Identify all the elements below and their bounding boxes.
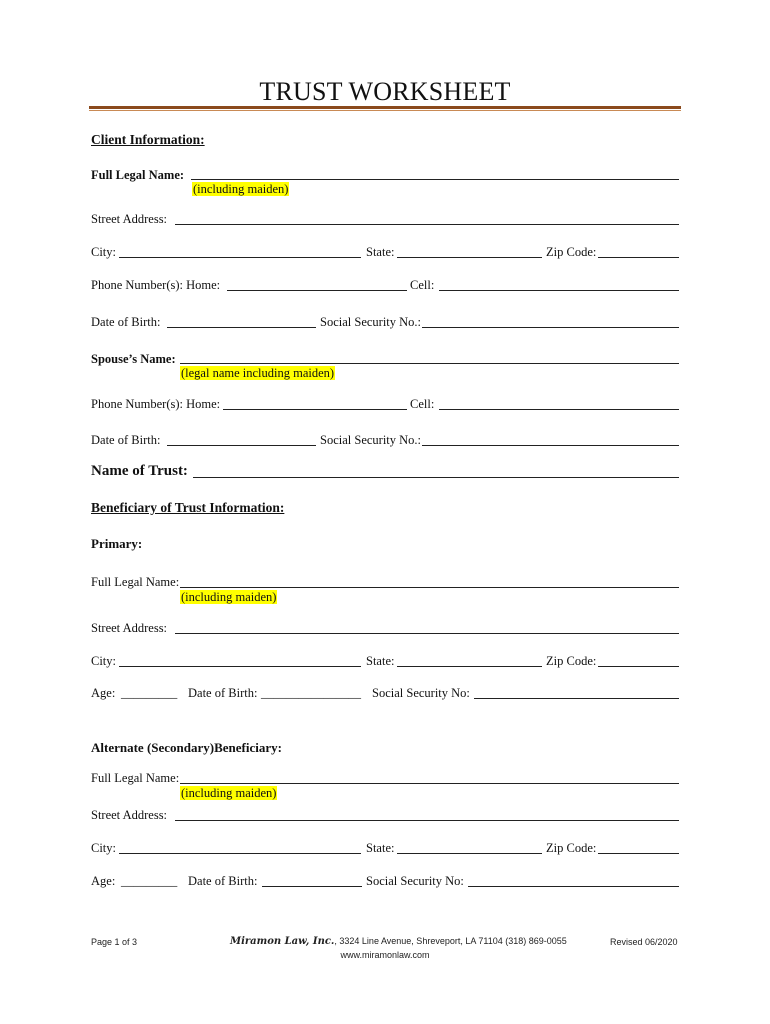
- trust-name-field[interactable]: [193, 477, 679, 478]
- spouse-dob-field[interactable]: [167, 445, 316, 446]
- footer-address: , 3324 Line Avenue, Shreveport, LA 71104 (318) 869-0055: [334, 936, 567, 946]
- page-title: TRUST WORKSHEET: [259, 77, 511, 106]
- primary-state-field[interactable]: [397, 666, 542, 667]
- primary-maiden-note: (including maiden): [181, 590, 277, 604]
- client-ssn-field[interactable]: [422, 327, 679, 328]
- client-full-name-field[interactable]: [191, 179, 679, 180]
- spouse-cell-field[interactable]: [439, 409, 679, 410]
- alternate-full-name-label: Full Legal Name:: [91, 771, 180, 785]
- alternate-full-name-field[interactable]: [180, 783, 679, 784]
- alternate-zip-label: Zip Code:: [546, 841, 597, 855]
- primary-state-label: State:: [366, 654, 395, 668]
- primary-full-name-label: Full Legal Name:: [91, 575, 180, 589]
- client-info-heading: Client Information:: [91, 132, 205, 147]
- primary-street-field[interactable]: [175, 633, 679, 634]
- client-ssn-label: Social Security No.:: [320, 315, 422, 329]
- alternate-state-field[interactable]: [397, 853, 542, 854]
- client-street-label: Street Address:: [91, 212, 168, 226]
- alternate-age-label: Age:: [91, 874, 116, 888]
- alternate-state-label: State:: [366, 841, 395, 855]
- alternate-city-label: City:: [91, 841, 117, 855]
- spouse-home-phone-field[interactable]: [223, 409, 407, 410]
- primary-ssn-field[interactable]: [474, 698, 679, 699]
- firm-logo-text: Miramon Law, Inc.: [230, 936, 335, 947]
- client-cell-label: Cell:: [410, 278, 435, 292]
- beneficiary-heading: Beneficiary of Trust Information:: [91, 500, 285, 515]
- client-city-label: City:: [91, 245, 117, 259]
- primary-city-label: City:: [91, 654, 117, 668]
- alternate-dob-field[interactable]: [262, 886, 362, 887]
- primary-zip-label: Zip Code:: [546, 654, 597, 668]
- title-rule-thin: [89, 110, 681, 111]
- client-state-label: State:: [366, 245, 395, 259]
- title-rule: [89, 106, 681, 109]
- footer-revised-date: Revised 06/2020: [610, 937, 678, 947]
- primary-ssn-label: Social Security No:: [372, 686, 470, 700]
- alternate-street-label: Street Address:: [91, 808, 168, 822]
- spouse-maiden-note: (legal name including maiden): [181, 366, 335, 380]
- client-zip-field[interactable]: [598, 257, 679, 258]
- client-dob-label: Date of Birth:: [91, 315, 161, 329]
- client-cell-field[interactable]: [439, 290, 679, 291]
- primary-age-label: Age:: [91, 686, 116, 700]
- spouse-ssn-field[interactable]: [422, 445, 679, 446]
- client-zip-label: Zip Code:: [546, 245, 597, 259]
- spouse-ssn-label: Social Security No.:: [320, 433, 422, 447]
- client-dob-field[interactable]: [167, 327, 316, 328]
- trust-name-label: Name of Trust:: [91, 463, 188, 479]
- spouse-dob-label: Date of Birth:: [91, 433, 161, 447]
- primary-street-label: Street Address:: [91, 621, 168, 635]
- footer-website[interactable]: www.miramonlaw.com: [340, 950, 430, 960]
- client-street-field[interactable]: [175, 224, 679, 225]
- footer-page-number: Page 1 of 3: [91, 937, 138, 947]
- primary-zip-field[interactable]: [598, 666, 679, 667]
- client-city-field[interactable]: [119, 257, 361, 258]
- alternate-dob-label: Date of Birth:: [188, 874, 258, 888]
- client-state-field[interactable]: [397, 257, 542, 258]
- client-phone-label: Phone Number(s): Home:: [91, 278, 221, 292]
- client-full-name-label: Full Legal Name:: [91, 168, 185, 182]
- alternate-age-field[interactable]: _________: [121, 874, 178, 888]
- alternate-ssn-label: Social Security No:: [366, 874, 464, 888]
- client-maiden-note: (including maiden): [193, 182, 289, 196]
- primary-city-field[interactable]: [119, 666, 361, 667]
- primary-dob-label: Date of Birth:: [188, 686, 258, 700]
- primary-dob-field[interactable]: ________________: [261, 686, 361, 700]
- alternate-maiden-note: (including maiden): [181, 786, 277, 800]
- client-home-phone-field[interactable]: [227, 290, 407, 291]
- alternate-street-field[interactable]: [175, 820, 679, 821]
- alternate-zip-field[interactable]: [598, 853, 679, 854]
- spouse-name-field[interactable]: [180, 363, 679, 364]
- primary-heading: Primary:: [91, 536, 143, 551]
- alternate-ssn-field[interactable]: [468, 886, 679, 887]
- footer-firm-line: [230, 936, 567, 947]
- primary-age-field[interactable]: _________: [121, 686, 178, 700]
- alternate-city-field[interactable]: [119, 853, 361, 854]
- primary-full-name-field[interactable]: [180, 587, 679, 588]
- spouse-cell-label: Cell:: [410, 397, 435, 411]
- alternate-heading: Alternate (Secondary)Beneficiary:: [91, 740, 282, 755]
- spouse-phone-label: Phone Number(s): Home:: [91, 397, 221, 411]
- spouse-name-label: Spouse’s Name:: [91, 352, 176, 366]
